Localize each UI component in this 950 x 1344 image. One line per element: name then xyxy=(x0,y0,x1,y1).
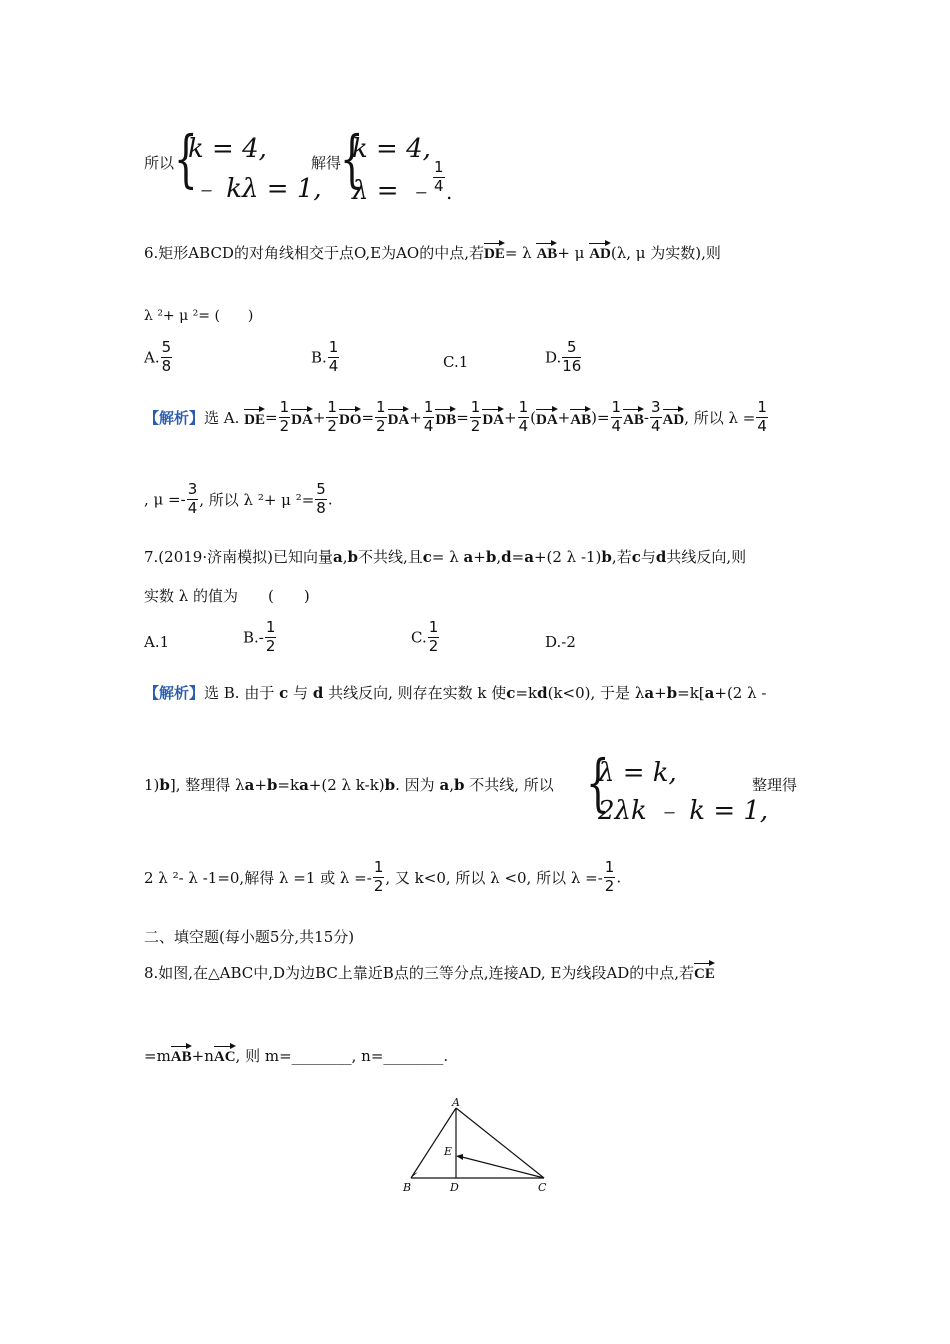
left-brace-3: { xyxy=(586,746,610,819)
q7-stem-line2: 实数 λ 的值为 ( ) xyxy=(144,587,310,605)
triangle-figure xyxy=(396,1098,558,1198)
suoyi-text: 所以 xyxy=(144,154,175,172)
system-eq-1: k = 4, xyxy=(188,134,267,164)
q7-analysis-line3: 2 λ ²- λ -1=0,解得 λ =1 或 λ =- $\frac{1}{2}$ , 又 k<0, 所以 λ <0, 所以 λ =- $\frac{1}{2}$ . xyxy=(144,858,622,895)
q7-zhenglide: 整理得 xyxy=(752,776,798,794)
side-ac xyxy=(456,1108,544,1178)
vector-ab: AB xyxy=(536,240,557,263)
vector-ac: AC xyxy=(214,1043,236,1066)
q7-stem-line1: 7.(2019·济南模拟)已知向量a,b不共线,且c= λ a+b,d=a+(2 λ -1)b,若c与d共线反向,则 xyxy=(144,548,747,566)
q6-option-b[interactable]: B. $\frac{1}{4}$ xyxy=(311,338,339,375)
vector-ce-arrowhead xyxy=(456,1154,463,1160)
system-eq-2: ﹣ kλ = 1, xyxy=(192,174,322,204)
left-brace-2: { xyxy=(340,122,364,195)
left-brace: { xyxy=(174,122,198,195)
q6-analysis-line1: 【解析】选 A. DE= $\frac{1}{2}$ DA+ $\frac{1}{2}$ DO= $\frac{1}{2}$ DA+ $\frac{1}{4}$ DB= $\frac{1}{2}$ DA+ $\frac{1}{4}$ (DA+AB)= $\frac{1}{4}$ AB- $\frac{3}{4}$ AD, 所以 λ = $\frac{1}{4}$ xyxy=(144,398,767,435)
result-eq-1: k = 4, xyxy=(352,134,431,164)
q7-option-c[interactable]: C. $\frac{1}{2}$ xyxy=(411,618,439,655)
fraction-one-quarter: $\frac{1}{4}$ xyxy=(434,158,444,195)
q7-system-eq-2: 2λk ﹣ k = 1, xyxy=(598,796,769,826)
label-e: E xyxy=(444,1145,453,1158)
jiede-text: 解得 xyxy=(311,154,342,172)
q6-option-c[interactable]: C.1 xyxy=(443,353,469,371)
label-d: D xyxy=(450,1181,459,1194)
q6-stem-line1: 6.矩形ABCD的对角线相交于点O,E为AO的中点,若DE= λ AB+ μ AD(λ, μ 为实数),则 xyxy=(144,240,721,263)
vector-ce: CE xyxy=(694,960,715,983)
q6-analysis-line2: , μ =- $\frac{3}{4}$ , 所以 λ ²+ μ ²= $\frac{5}{8}$ . xyxy=(144,480,333,517)
label-c: C xyxy=(538,1181,547,1194)
analysis-tag: 【解析】 xyxy=(144,684,205,702)
label-a: A xyxy=(452,1098,460,1109)
label-b: B xyxy=(403,1181,412,1194)
section-heading-fill-in: 二、填空题(每小题5分,共15分) xyxy=(144,928,355,946)
vector-ad: AD xyxy=(589,240,611,263)
q8-stem-line2: =mAB+nAC, 则 m=________, n=________. xyxy=(144,1043,448,1066)
q7-analysis-line2: 1)b], 整理得 λa+b=ka+(2 λ k-k)b. 因为 a,b 不共线, 所以 xyxy=(144,776,554,794)
q6-stem-line2: λ ²+ μ ²= ( ) xyxy=(144,308,254,324)
q7-option-a[interactable]: A.1 xyxy=(144,633,170,651)
q8-stem-line1: 8.如图,在△ABC中,D为边BC上靠近B点的三等分点,连接AD, E为线段AD的中点,若CE xyxy=(144,960,715,983)
vector-de: DE xyxy=(484,240,505,263)
q7-analysis-line1: 【解析】选 B. 由于 c 与 d 共线反向, 则存在实数 k 使c=kd(k<0), 于是 λa+b=k[a+(2 λ - xyxy=(144,684,767,702)
result-eq-2-lhs: λ = ﹣ xyxy=(352,176,433,206)
analysis-tag: 【解析】 xyxy=(144,408,205,427)
side-ab xyxy=(411,1108,456,1178)
q7-system-eq-1: λ = k, xyxy=(598,758,677,788)
q7-option-b[interactable]: B.- $\frac{1}{2}$ xyxy=(243,618,276,655)
vector-ab: AB xyxy=(171,1043,192,1066)
q7-option-d[interactable]: D.-2 xyxy=(545,633,576,651)
q6-option-d[interactable]: D. $\frac{5}{16}$ xyxy=(545,338,582,375)
q6-option-a[interactable]: A. $\frac{5}{8}$ xyxy=(144,338,172,375)
